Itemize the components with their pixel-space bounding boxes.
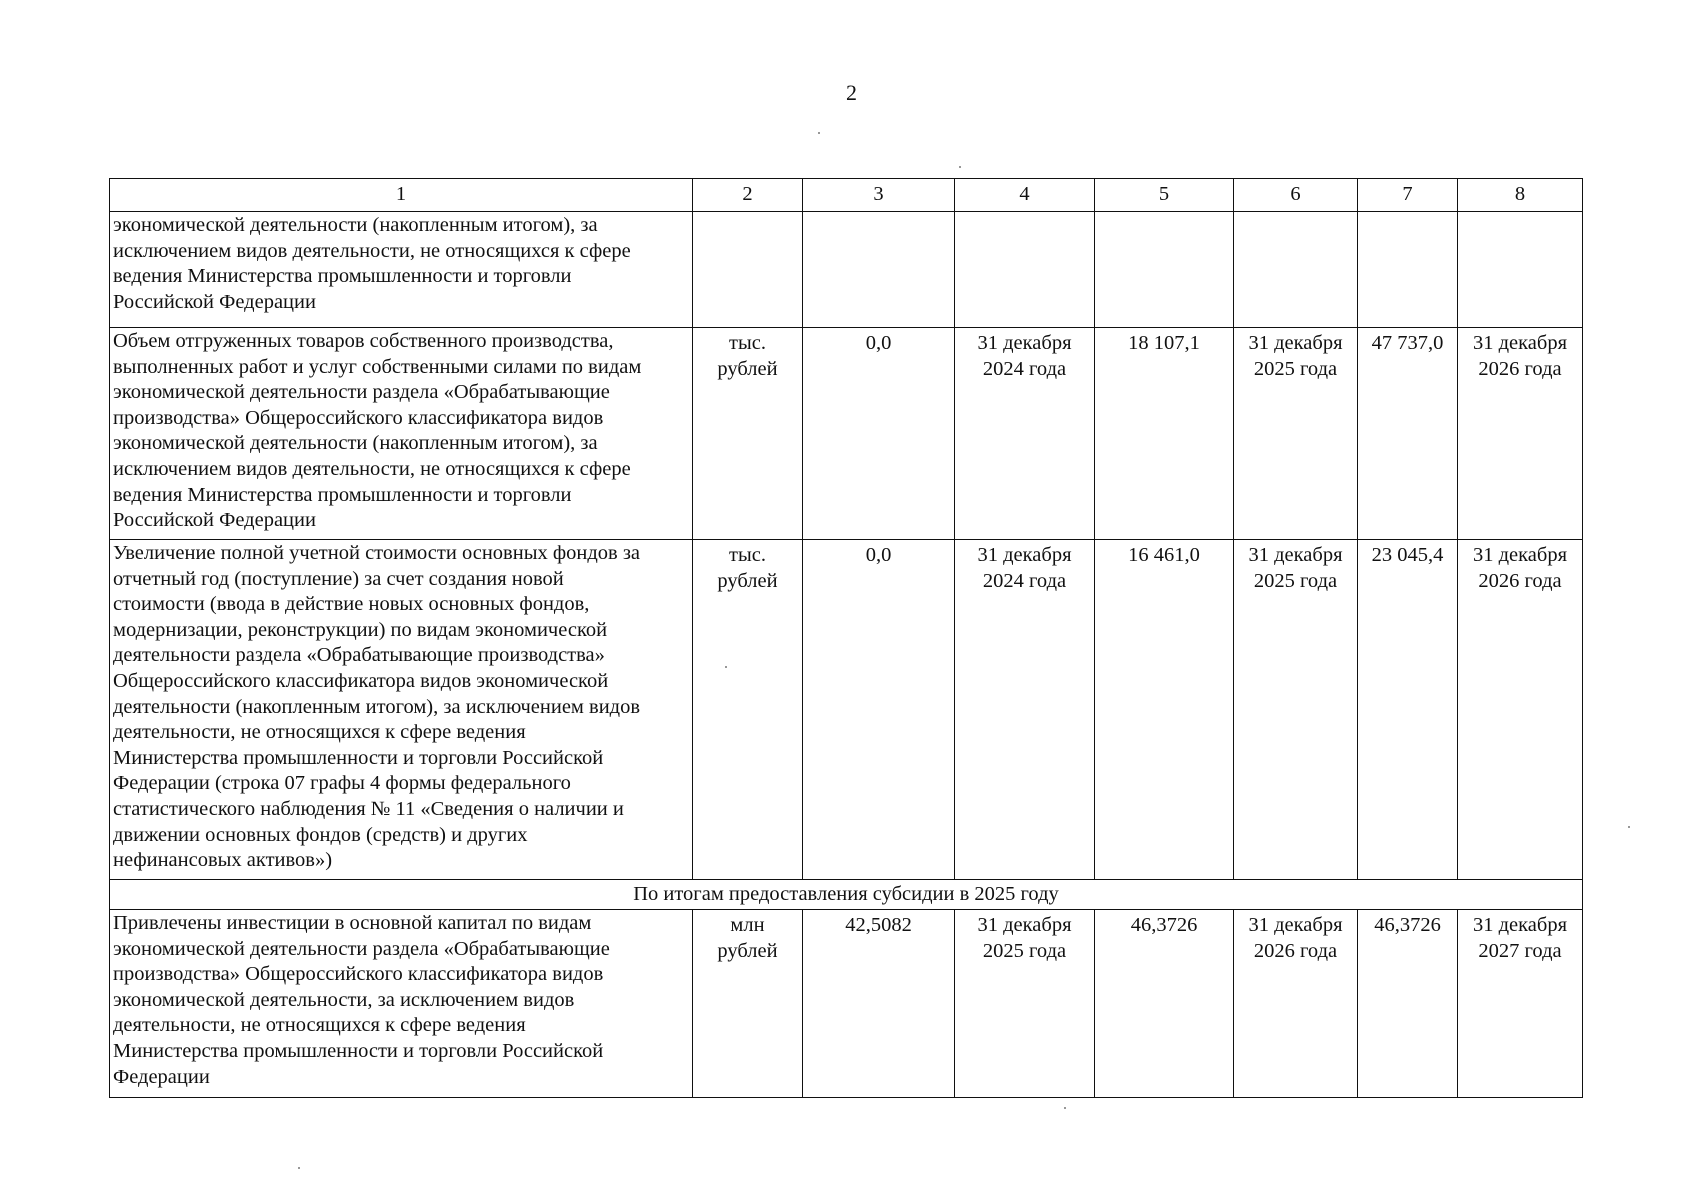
unit-cell [693, 910, 803, 1098]
unit-line: тыс. [729, 332, 766, 354]
date-cell [955, 212, 1095, 328]
value-cell: 18 107,1 [1095, 328, 1234, 540]
date-cell [1458, 910, 1583, 1098]
indicator-description [110, 540, 693, 880]
description-line: Министерства промышленности и торговли Российской [113, 1039, 604, 1062]
date-line: 31 декабря [977, 914, 1072, 936]
description-line: нефинансовых активов») [113, 849, 333, 872]
date-line: 31 декабря [1472, 914, 1567, 936]
value-cell: 46,3726 [1358, 910, 1458, 1098]
date-cell [1458, 212, 1583, 328]
unit-line: рублей [717, 569, 778, 592]
description-line: экономической деятельности раздела «Обрабатывающие [113, 381, 610, 404]
description-line: деятельности (накопленным итогом), за исключением видов [113, 695, 641, 718]
date-line: 31 декабря [977, 332, 1072, 354]
description-line: экономической деятельности, за исключением видов [113, 988, 575, 1011]
table-row [110, 328, 1583, 540]
date-cell [955, 328, 1095, 540]
date-line: 2027 года [1478, 939, 1562, 962]
description-line: исключением видов деятельности, не относящихся к сфере [113, 239, 631, 262]
description-line: Объем отгруженных товаров собственного производства, [113, 330, 614, 352]
description-line: отчетный год (поступление) за счет создания новой [113, 567, 564, 590]
scan-speck [818, 132, 820, 134]
scan-speck [959, 166, 961, 168]
column-number: 1 [110, 179, 693, 212]
value-cell [1358, 212, 1458, 328]
description-line: деятельности, не относящихся к сфере ведения [113, 721, 526, 744]
date-line: 2025 года [1253, 357, 1338, 380]
date-cell [1458, 328, 1583, 540]
unit-cell [693, 212, 803, 328]
section-heading-row [110, 880, 1583, 910]
base-value-cell: 42,5082 [803, 910, 955, 1098]
description-line: Общероссийского классификатора видов экономической [113, 669, 609, 692]
indicators-table [109, 178, 1583, 1098]
date-line: 2026 года [1253, 939, 1338, 962]
description-line: исключением видов деятельности, не относящихся к сфере [113, 457, 631, 480]
section-heading: По итогам предоставления субсидии в 2025 году [110, 880, 1583, 910]
date-line: 31 декабря [1472, 332, 1567, 354]
description-line: Федерации [113, 1065, 210, 1088]
date-line: 31 декабря [1248, 544, 1343, 566]
description-line: движении основных фондов (средств) и других [113, 823, 528, 846]
column-number: 5 [1095, 179, 1234, 212]
column-number: 4 [955, 179, 1095, 212]
table-row [110, 540, 1583, 880]
column-number: 2 [693, 179, 803, 212]
date-cell [955, 910, 1095, 1098]
date-cell [955, 540, 1095, 880]
date-line: 31 декабря [1472, 544, 1567, 566]
base-value-cell: 0,0 [803, 540, 955, 880]
date-cell [1234, 910, 1358, 1098]
description-line: производства» Общероссийского классификатора видов [113, 406, 604, 429]
description-line: Увеличение полной учетной стоимости основных фондов за [113, 542, 641, 564]
description-line: ведения Министерства промышленности и торговли [113, 265, 572, 288]
description-line: модернизации, реконструкции) по видам экономической [113, 618, 608, 641]
indicator-description [110, 328, 693, 540]
scan-speck [1628, 826, 1630, 828]
column-number: 3 [803, 179, 955, 212]
description-line: Российской Федерации [113, 290, 316, 313]
unit-line: рублей [717, 357, 778, 380]
date-cell [1458, 540, 1583, 880]
value-cell: 23 045,4 [1358, 540, 1458, 880]
date-line: 31 декабря [1248, 914, 1343, 936]
date-line: 31 декабря [1248, 332, 1343, 354]
description-line: экономической деятельности раздела «Обрабатывающие [113, 937, 610, 960]
scan-speck [725, 666, 727, 668]
scan-speck [1064, 1107, 1066, 1109]
description-line: деятельности раздела «Обрабатывающие производства» [113, 644, 605, 667]
indicator-description [110, 910, 693, 1098]
date-cell [1234, 540, 1358, 880]
unit-line: млн [730, 914, 765, 936]
date-line: 2025 года [982, 939, 1067, 962]
date-line: 2026 года [1478, 357, 1562, 380]
page-number: 2 [846, 80, 857, 105]
date-cell [1234, 328, 1358, 540]
date-line: 2025 года [1253, 569, 1338, 592]
base-value-cell: 0,0 [803, 328, 955, 540]
unit-line: рублей [717, 939, 778, 962]
description-line: производства» Общероссийского классификатора видов [113, 963, 604, 986]
date-line: 2024 года [982, 357, 1067, 380]
value-cell: 16 461,0 [1095, 540, 1234, 880]
scan-speck [298, 1167, 300, 1169]
unit-cell [693, 328, 803, 540]
table-row [110, 212, 1583, 328]
indicator-description [110, 212, 693, 328]
base-value-cell [803, 212, 955, 328]
value-cell [1095, 212, 1234, 328]
description-line: статистического наблюдения № 11 «Сведения о наличии и [113, 797, 624, 820]
description-line: стоимости (ввода в действие новых основных фондов, [113, 593, 590, 616]
date-cell [1234, 212, 1358, 328]
description-line: Министерства промышленности и торговли Российской [113, 746, 604, 769]
unit-line: тыс. [729, 544, 766, 566]
description-line: экономической деятельности (накопленным итогом), за [113, 432, 598, 455]
description-line: Российской Федерации [113, 509, 316, 532]
description-line: ведения Министерства промышленности и торговли [113, 483, 572, 506]
date-line: 31 декабря [977, 544, 1072, 566]
description-line: экономической деятельности (накопленным итогом), за [113, 214, 598, 236]
column-number: 8 [1458, 179, 1583, 212]
value-cell: 46,3726 [1095, 910, 1234, 1098]
unit-cell [693, 540, 803, 880]
description-line: выполненных работ и услуг собственными силами по видам [113, 355, 642, 378]
description-line: Привлечены инвестиции в основной капитал по видам [113, 912, 592, 934]
date-line: 2026 года [1478, 569, 1562, 592]
value-cell: 47 737,0 [1358, 328, 1458, 540]
column-number: 6 [1234, 179, 1358, 212]
date-line: 2024 года [982, 569, 1067, 592]
column-number-row [110, 179, 1583, 212]
table-row [110, 910, 1583, 1098]
description-line: деятельности, не относящихся к сфере ведения [113, 1014, 526, 1037]
column-number: 7 [1358, 179, 1458, 212]
description-line: Федерации (строка 07 графы 4 формы федерального [113, 772, 571, 795]
